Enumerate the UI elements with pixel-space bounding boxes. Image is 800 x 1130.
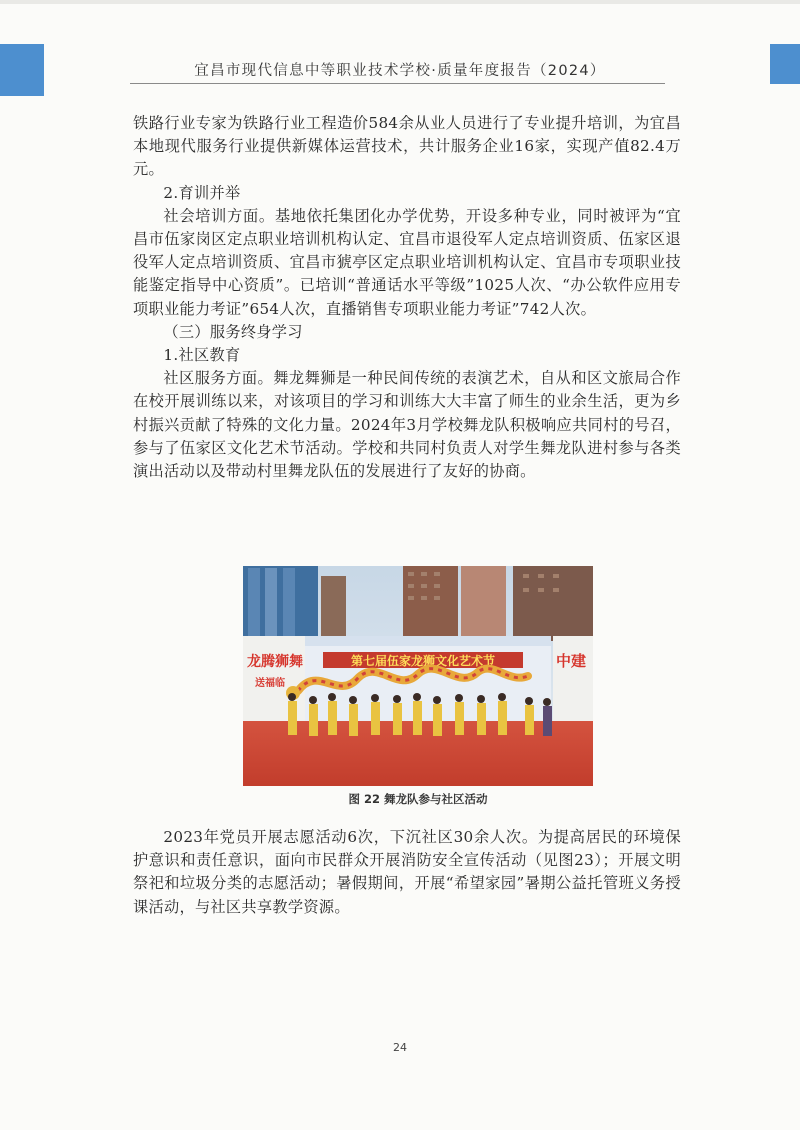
body-text-bottom xyxy=(133,826,681,919)
header-title: 宜昌市现代信息中等职业技术学校·质量年度报告（2024） xyxy=(194,63,606,79)
subheading: 2.育训并举 xyxy=(163,183,241,202)
page-number: 24 xyxy=(393,1041,407,1054)
header-accent-bar-right xyxy=(770,44,800,84)
paragraph: 铁路行业专家为铁路行业工程造价584余从业人员进行了专业提升培训，为宜昌本地现代服务行业提供新媒体运营技术，共计服务企业16家，实现产值82.4万元。 xyxy=(133,114,681,179)
paragraph: 社会培训方面。基地依托集团化办学优势，开设多种专业，同时被评为“宜昌市伍家岗区定点职业培训机构认定、宜昌市退役军人定点培训资质、伍家区退役军人定点培训资质、宜昌市猇亭区定点职业培训机构认定、宜昌市专项职业技能鉴定指导中心资质”。已培训“普通话水平等级”1025人次、“办公软件应用专项职业能力考证”654人次，直播销售专项职业能力考证”742人次。 xyxy=(133,206,681,318)
photo-banner-text: 第七届伍家龙狮文化艺术节 xyxy=(350,654,496,668)
paragraph: 2023年党员开展志愿活动6次，下沉社区30余人次。为提高居民的环境保护意识和责任意识，面向市民群众开展消防安全宣传活动（见图23）；开展文明祭祀和垃圾分类的志愿活动；暑假期间，开展“希望家园”暑期公益托管班义务授课活动，与社区共享教学资源。 xyxy=(133,828,681,916)
photo-sign-right: 中建 xyxy=(556,652,587,670)
top-rule xyxy=(0,0,800,4)
paragraph: 社区服务方面。舞龙舞狮是一种民间传统的表演艺术，自从和区文旅局合作在校开展训练以来，对该项目的学习和训练大大丰富了师生的业余生活，更为乡村振兴贡献了特殊的文化力量。2024年3月学校舞龙队积极响应共同村的号召，参与了伍家区文化艺术节活动。学校和共同村负责人对学生舞龙队进村参与各类演出活动以及带动村里舞龙队伍的发展进行了友好的协商。 xyxy=(133,369,681,481)
body-text-top xyxy=(133,112,681,483)
header-divider xyxy=(130,83,665,84)
header-accent-bar-left xyxy=(0,44,44,96)
photo-sign-left-small: 送福临 xyxy=(255,678,285,689)
photo-sign-left: 龙腾狮舞 xyxy=(247,654,303,670)
page-header xyxy=(0,44,800,96)
dragon-dance-photo xyxy=(243,566,593,786)
subheading: 1.社区教育 xyxy=(163,346,241,365)
figure-caption: 图 22 舞龙队参与社区活动 xyxy=(348,792,488,806)
section-heading: （三）服务终身学习 xyxy=(163,322,303,341)
